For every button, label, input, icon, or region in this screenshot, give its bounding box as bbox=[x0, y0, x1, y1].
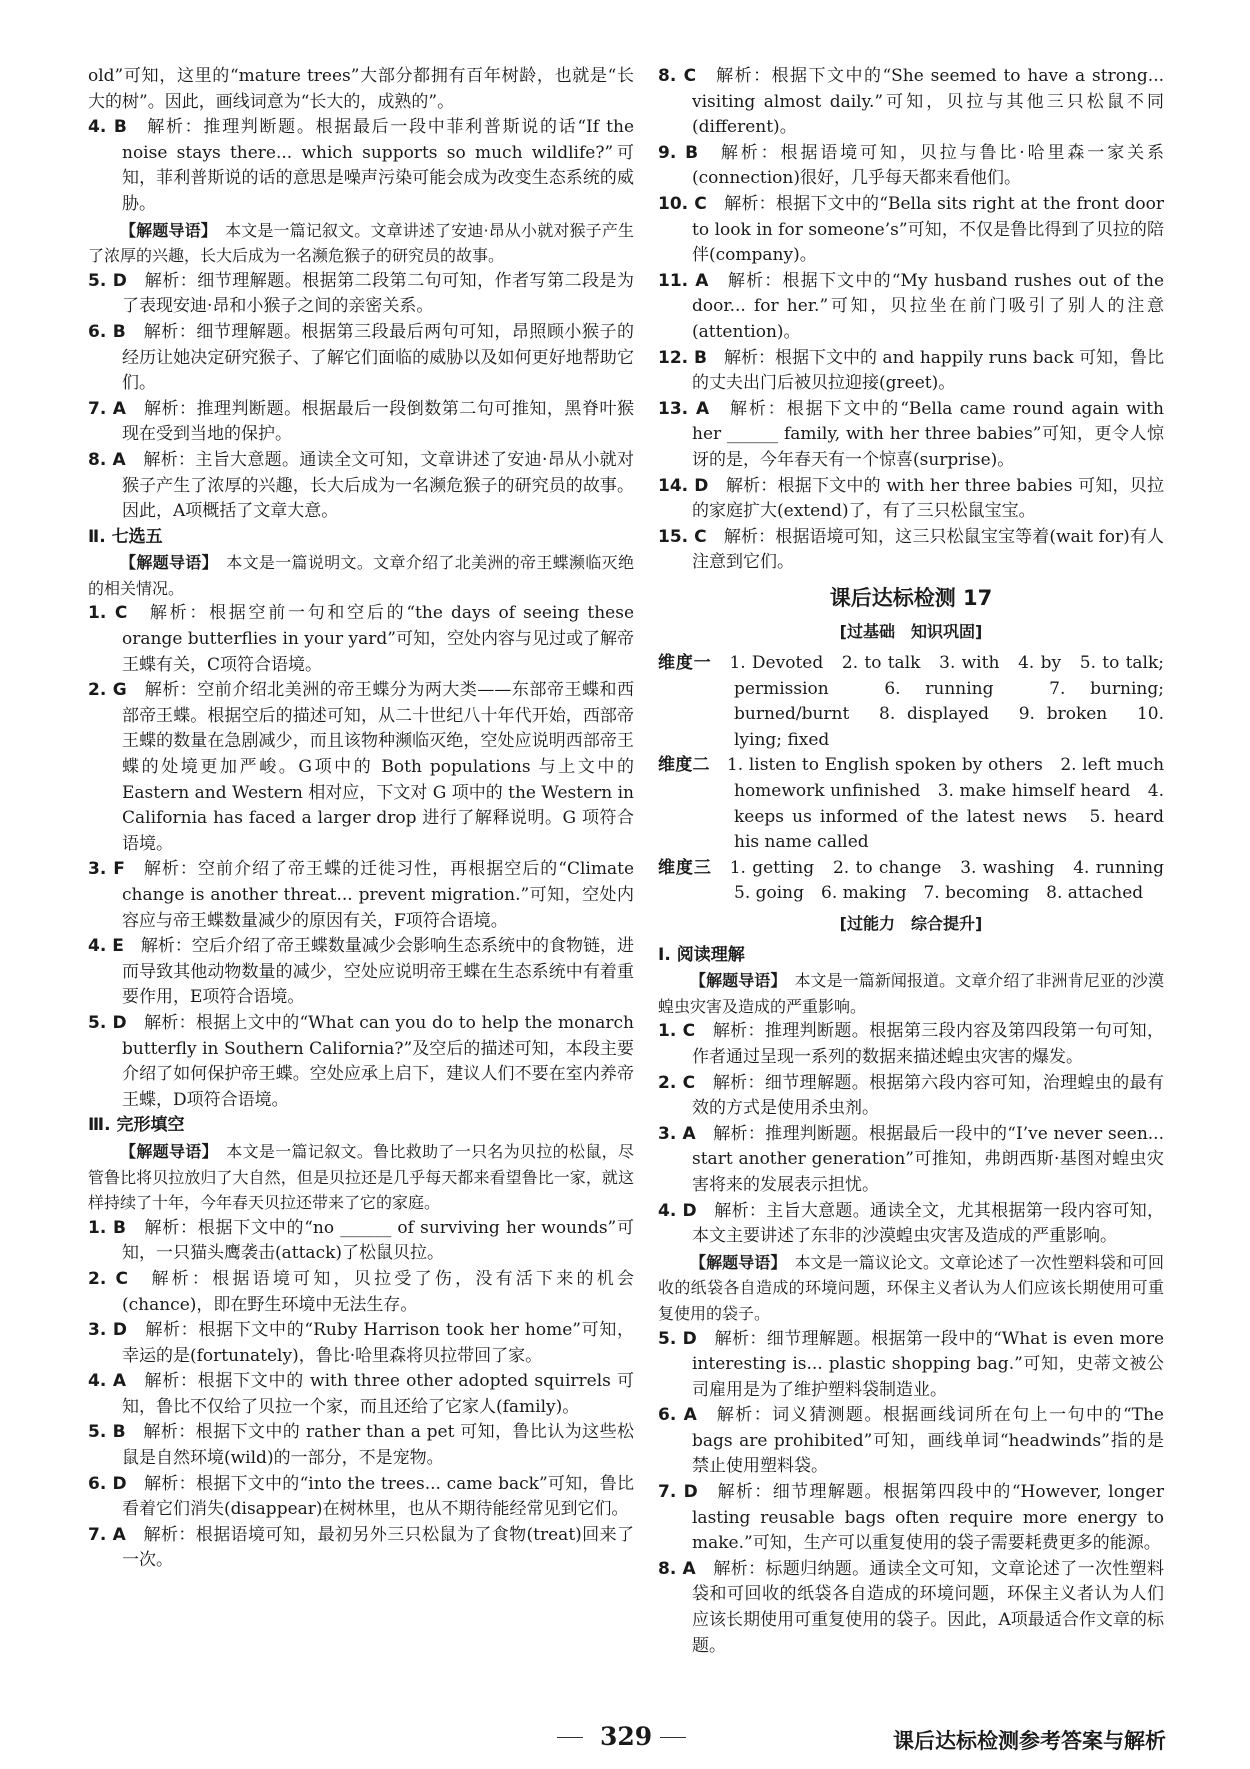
answer-key: 8. C bbox=[658, 66, 697, 86]
answer-explanation: 解析：主旨大意题。通读全文，尤其根据第一段内容可知，本文主要讲述了东非的沙漠蝗虫灾害及造成的严重影响。 bbox=[692, 1200, 1165, 1247]
answer-key: 11. A bbox=[658, 270, 709, 291]
answer-item bbox=[88, 397, 634, 448]
answer-explanation: 解析：推理判断题。根据第三段内容及第四段第一句可知，作者通过呈现一系列的数据来描述蝗虫灾害的爆发。 bbox=[692, 1021, 1165, 1067]
answer-explanation: 解析：根据空前一句和空后的“the days of seeing these orange butterflies in your yard”可知，空处内容与见过或了解帝王蝶有关，C项符合语境。 bbox=[122, 603, 635, 675]
answer-key: 15. C bbox=[658, 526, 707, 547]
section-title: 课后达标检测 17 bbox=[829, 585, 993, 610]
guide-note: 【解题导语】 本文是一篇说明文。文章介绍了北美洲的帝王蝶濒临灭绝的相关情况。 bbox=[88, 553, 634, 598]
answer-explanation: 解析：根据语境可知，这三只松鼠宝宝等着(wait for)有人注意到它们。 bbox=[692, 526, 1165, 573]
answer-item bbox=[88, 1523, 634, 1574]
answer-item bbox=[88, 1369, 634, 1420]
dimension-list bbox=[658, 651, 1182, 907]
dimension-row bbox=[658, 651, 1164, 753]
answer-item bbox=[658, 141, 1164, 192]
answer-explanation: 解析：根据下文中的 and happily runs back 可知，鲁比的丈夫出门后被贝拉迎接(greet)。 bbox=[692, 347, 1164, 394]
answer-key: 7. D bbox=[658, 1482, 698, 1503]
answer-item bbox=[88, 1318, 634, 1369]
answer-key: 14. D bbox=[658, 475, 709, 496]
answer-item bbox=[88, 857, 634, 934]
answer-item bbox=[658, 1071, 1164, 1122]
answer-explanation: 解析：根据下文中的“into the trees... came back”可知，鲁比看着它们消失(disappear)在树林里，也从不期待能经常见到它们。 bbox=[122, 1473, 634, 1520]
answer-explanation: 解析：细节理解题。根据第一段中的“What is even more interesting is... plastic shopping bag.”可知，史蒂文被公司雇用是为了维护塑料袋制造业。 bbox=[692, 1328, 1165, 1400]
answer-explanation: 解析：细节理解题。根据第二段第二句可知，作者写第二段是为了表现安迪·昂和小猴子之间的亲密关系。 bbox=[122, 270, 635, 317]
answer-key: 3. A bbox=[658, 1123, 696, 1144]
answer-item bbox=[658, 474, 1164, 525]
answer-key: 7. A bbox=[88, 398, 126, 419]
subsection-title: [过能力 综合提升] bbox=[839, 914, 983, 933]
answer-item bbox=[88, 601, 634, 678]
answer-explanation: 解析：空后介绍了帝王蝶数量减少会影响生态系统中的食物链，进而导致其他动物数量的减少，空处应说明帝王蝶在生态系统中有着重要作用，E项符合语境。 bbox=[122, 936, 634, 1008]
answer-item bbox=[88, 448, 634, 525]
answer-item bbox=[88, 1420, 634, 1471]
answer-key: 9. B bbox=[658, 142, 699, 163]
answer-key: 8. A bbox=[88, 449, 126, 470]
answer-item bbox=[658, 269, 1164, 346]
answer-key: 7. A bbox=[88, 1524, 126, 1545]
answer-item bbox=[88, 1011, 634, 1113]
answer-key: 5. D bbox=[658, 1328, 697, 1349]
answer-list bbox=[88, 269, 634, 525]
section-heading: Ⅲ. 完形填空 bbox=[88, 1115, 185, 1136]
section-heading: Ⅱ. 七选五 bbox=[88, 526, 163, 547]
answer-key: 8. A bbox=[658, 1558, 696, 1579]
answer-item bbox=[658, 192, 1164, 269]
right-column bbox=[658, 64, 1182, 1659]
answer-explanation: 解析：根据下文中的“Ruby Harrison took her home”可知，幸运的是(fortunately)，鲁比·哈里森将贝拉带回了家。 bbox=[122, 1320, 634, 1366]
answer-item bbox=[658, 1403, 1164, 1480]
answer-key: 6. A bbox=[658, 1405, 697, 1426]
answer-explanation: 解析：根据下文中的 rather than a pet 可知，鲁比认为这些松鼠是自然环境(wild)的一部分，不是宠物。 bbox=[122, 1422, 634, 1469]
answer-key: 3. D bbox=[88, 1320, 127, 1341]
answer-item bbox=[658, 525, 1164, 576]
answer-explanation: 解析：根据下文中的 with her three babies 可知，贝拉的家庭扩大(extend)了，有了三只松鼠宝宝。 bbox=[692, 475, 1165, 522]
answer-item bbox=[658, 346, 1164, 397]
answer-explanation: 解析：空前介绍北美洲的帝王蝶分为两大类——东部帝王蝶和西部帝王蝶。根据空后的描述可知，从二十世纪八十年代开始，西部帝王蝶的数量在急剧减少，而且该物种濒临灭绝，空处应说明西部帝王蝶的处境更加严峻。G项中的 Both populations 与上文中的 Eastern and Western 相对应，下文对 G 项中的 the Western in California has faced a larger drop 进行了解释说明。G 项符合语境。 bbox=[122, 680, 634, 854]
dimension-label: 维度一 bbox=[658, 653, 712, 674]
answer-item bbox=[658, 1122, 1164, 1199]
answer-key: 6. B bbox=[88, 321, 126, 342]
answer-key: 13. A bbox=[658, 398, 710, 419]
guide-note: 【解题导语】 本文是一篇新闻报道。文章介绍了非洲肯尼亚的沙漠蝗虫灾害及造成的严重影响。 bbox=[658, 971, 1164, 1016]
guide-note: 【解题导语】 本文是一篇议论文。文章论述了一次性塑料袋和可回收的纸袋各自造成的环境问题，环保主义者认为人们应该长期使用可重复使用的袋子。 bbox=[658, 1252, 1164, 1323]
answer-explanation: 解析：根据上文中的“What can you do to help the monarch butterfly in Southern California?”及空后的描述可知，本段主要介绍了如何保护帝王蝶。空处应承上启下，建议人们不要在室内养帝王蝶，D项符合语境。 bbox=[122, 1012, 635, 1110]
answer-key: 4. A bbox=[88, 1371, 127, 1392]
answer-explanation: 解析：细节理解题。根据第四段中的“However, longer lasting reusable bags often require more energy to make.”可知，生产可以重复使用的袋子需要耗费更多的能源。 bbox=[692, 1482, 1164, 1554]
answer-item bbox=[88, 1472, 634, 1523]
answer-key: 10. C bbox=[658, 193, 707, 214]
answer-list bbox=[658, 64, 1164, 576]
answer-item bbox=[88, 934, 634, 1011]
answer-explanation: 解析：根据语境可知，贝拉受了伤，没有活下来的机会(chance)，即在野生环境中无法生存。 bbox=[122, 1268, 635, 1315]
answer-item bbox=[658, 397, 1164, 474]
answer-list bbox=[88, 601, 634, 1113]
answer-key: 5. D bbox=[88, 270, 127, 291]
answer-item bbox=[88, 678, 634, 857]
guide-note: 【解题导语】 本文是一篇记叙文。鲁比救助了一只名为贝拉的松鼠，尽管鲁比将贝拉放归了大自然，但是贝拉还是几乎每天都来看望鲁比一家，就这样持续了十年，今年春天贝拉还带来了它的家庭。 bbox=[88, 1141, 634, 1213]
answer-key: 2. C bbox=[88, 1268, 128, 1289]
answer-explanation: 解析：根据下文中的“Bella sits right at the front door to look in for someone’s”可知，不仅是鲁比得到了贝拉的陪伴(company)。 bbox=[692, 193, 1165, 266]
intro-text: old”可知，这里的“mature trees”大部分都拥有百年树龄，也就是“长大的树”。因此，画线词意为“长大的，成熟的”。 bbox=[88, 66, 634, 112]
answer-explanation: 解析：细节理解题。根据第三段最后两句可知，昂照顾小猴子的经历让她决定研究猴子、了解它们面临的威胁以及如何更好地帮助它们。 bbox=[122, 321, 635, 394]
subsection-title: [过基础 知识巩固] bbox=[839, 622, 983, 642]
answer-item bbox=[658, 1557, 1164, 1659]
answer-explanation: 解析：根据语境可知，贝拉与鲁比·哈里森一家关系(connection)很好，几乎每天都来看他们。 bbox=[692, 142, 1164, 189]
answer-item bbox=[88, 1216, 634, 1267]
left-column bbox=[88, 64, 634, 1574]
answer-key: 2. C bbox=[658, 1072, 696, 1093]
answer-key: 1. C bbox=[88, 603, 128, 624]
answer-explanation: 解析：标题归纳题。通读全文可知，文章论述了一次性塑料袋和可回收的纸袋各自造成的环境问题，环保主义者认为人们应该长期使用可重复使用的袋子。因此，A项最适合作文章的标题。 bbox=[692, 1558, 1164, 1656]
footer-title: 课后达标检测参考答案与解析 bbox=[893, 1729, 1166, 1753]
answer-key: 1. B bbox=[88, 1217, 126, 1238]
answer-item bbox=[658, 1019, 1164, 1070]
answer-key: 3. F bbox=[88, 859, 125, 880]
answer-key: 2. G bbox=[88, 680, 127, 701]
answer-item bbox=[88, 320, 634, 397]
answer-explanation: 解析：根据下文中的“Bella came round again with her ______ family, with her three babies”可知，更令人惊讶的是，今年春天有一个惊喜(surprise)。 bbox=[692, 398, 1165, 470]
dimension-answers: 1. listen to English spoken by others 2. left much homework unfinished 3. make himself heard 4. keeps us informed of the latest news 5. heard his name called bbox=[726, 755, 1165, 853]
answer-explanation: 解析：根据下文中的“My husband rushes out of the door... for her.”可知，贝拉坐在前门吸引了别人的注意(attention)。 bbox=[692, 270, 1165, 342]
dimension-label: 维度二 bbox=[658, 755, 710, 776]
answer-explanation: 解析：词义猜测题。根据画线词所在句上一句中的“The bags are prohibited”可知，画线单词“headwinds”指的是禁止使用塑料袋。 bbox=[692, 1405, 1164, 1477]
answer-item bbox=[88, 269, 634, 320]
answer-explanation: 解析：主旨大意题。通读全文可知，文章讲述了安迪·昂从小就对猴子产生了浓厚的兴趣，长大后成为一名濒危猴子的研究员的故事。因此，A项概括了文章大意。 bbox=[122, 449, 635, 522]
answer-key: 6. D bbox=[88, 1473, 127, 1494]
answer-key: 12. B bbox=[658, 347, 707, 368]
answer-explanation: 解析：推理判断题。根据最后一段倒数第二句可推知，黑脊叶猴现在受到当地的保护。 bbox=[122, 398, 634, 445]
section-heading: Ⅰ. 阅读理解 bbox=[658, 944, 745, 965]
footer-rule-right bbox=[660, 1737, 686, 1738]
answer-explanation: 解析：根据语境可知，最初另外三只松鼠为了食物(treat)回来了一次。 bbox=[122, 1524, 634, 1571]
guide-note: 【解题导语】 本文是一篇记叙文。文章讲述了安迪·昂从小就对猴子产生了浓厚的兴趣，长大后成为一名濒危猴子的研究员的故事。 bbox=[88, 220, 634, 266]
answer-key: 4. D bbox=[658, 1200, 697, 1221]
footer-rule-left bbox=[557, 1737, 583, 1738]
answer-explanation: 解析：细节理解题。根据第六段内容可知，治理蝗虫的最有效的方式是使用杀虫剂。 bbox=[692, 1072, 1165, 1119]
answer-explanation: 解析：推理判断题。根据最后一段中的“I’ve never seen... start another generation”可推知，弗朗西斯·基图对蝗虫灾害将来的发展表示担忧。 bbox=[692, 1123, 1164, 1195]
dimension-row bbox=[658, 856, 1182, 907]
answer-explanation: 解析：根据下文中的“no ______ of surviving her wounds”可知，一只猫头鹰袭击(attack)了松鼠贝拉。 bbox=[122, 1217, 635, 1264]
dimension-label: 维度三 bbox=[658, 857, 712, 878]
dimension-answers: 1. Devoted 2. to talk 3. with 4. by 5. to talk; permission 6. running 7. burning; burned/burnt 8. displayed 9. broken 10. lying; fixed bbox=[729, 653, 1165, 750]
answer-item bbox=[658, 1199, 1164, 1250]
answer-explanation: 解析：空前介绍了帝王蝶的迁徙习性，再根据空后的“Climate change is another threat... prevent migration.”可知，空处内容应与帝王蝶数量减少的原因有关，F项符合语境。 bbox=[122, 859, 635, 931]
answer-explanation: 解析：根据下文中的 with three other adopted squirrels 可知，鲁比不仅给了贝拉一个家，而且还给了它家人(family)。 bbox=[122, 1371, 635, 1417]
answer-item bbox=[658, 64, 1164, 141]
answer-key: 4. E bbox=[88, 936, 124, 957]
answer-key: 5. B bbox=[88, 1422, 126, 1443]
answer-key: 5. D bbox=[88, 1012, 127, 1033]
answer-item bbox=[658, 1327, 1164, 1404]
dimension-row bbox=[658, 753, 1164, 855]
answer-list bbox=[88, 1216, 634, 1574]
answer-item bbox=[88, 1267, 634, 1318]
answer-item: 4. B 解析：推理判断题。根据最后一段中菲利普斯说的话“If the noise stays there... which supports so much wildlife?”可知，菲利普斯说的话的意思是噪声污染可能会成为改变生态系统的威胁。 bbox=[88, 117, 635, 214]
answer-explanation: 解析：根据下文中的“She seemed to have a strong... visiting almost daily.”可知，贝拉与其他三只松鼠不同(different)。 bbox=[692, 66, 1165, 138]
answer-item bbox=[658, 1480, 1164, 1557]
answer-list bbox=[658, 1019, 1164, 1249]
answer-list bbox=[658, 1327, 1164, 1660]
answer-key: 1. C bbox=[658, 1021, 696, 1042]
page-number: 329 bbox=[600, 1722, 653, 1751]
dimension-answers: 1. getting 2. to change 3. washing 4. running 5. going 6. making 7. becoming 8. attached bbox=[729, 857, 1182, 904]
